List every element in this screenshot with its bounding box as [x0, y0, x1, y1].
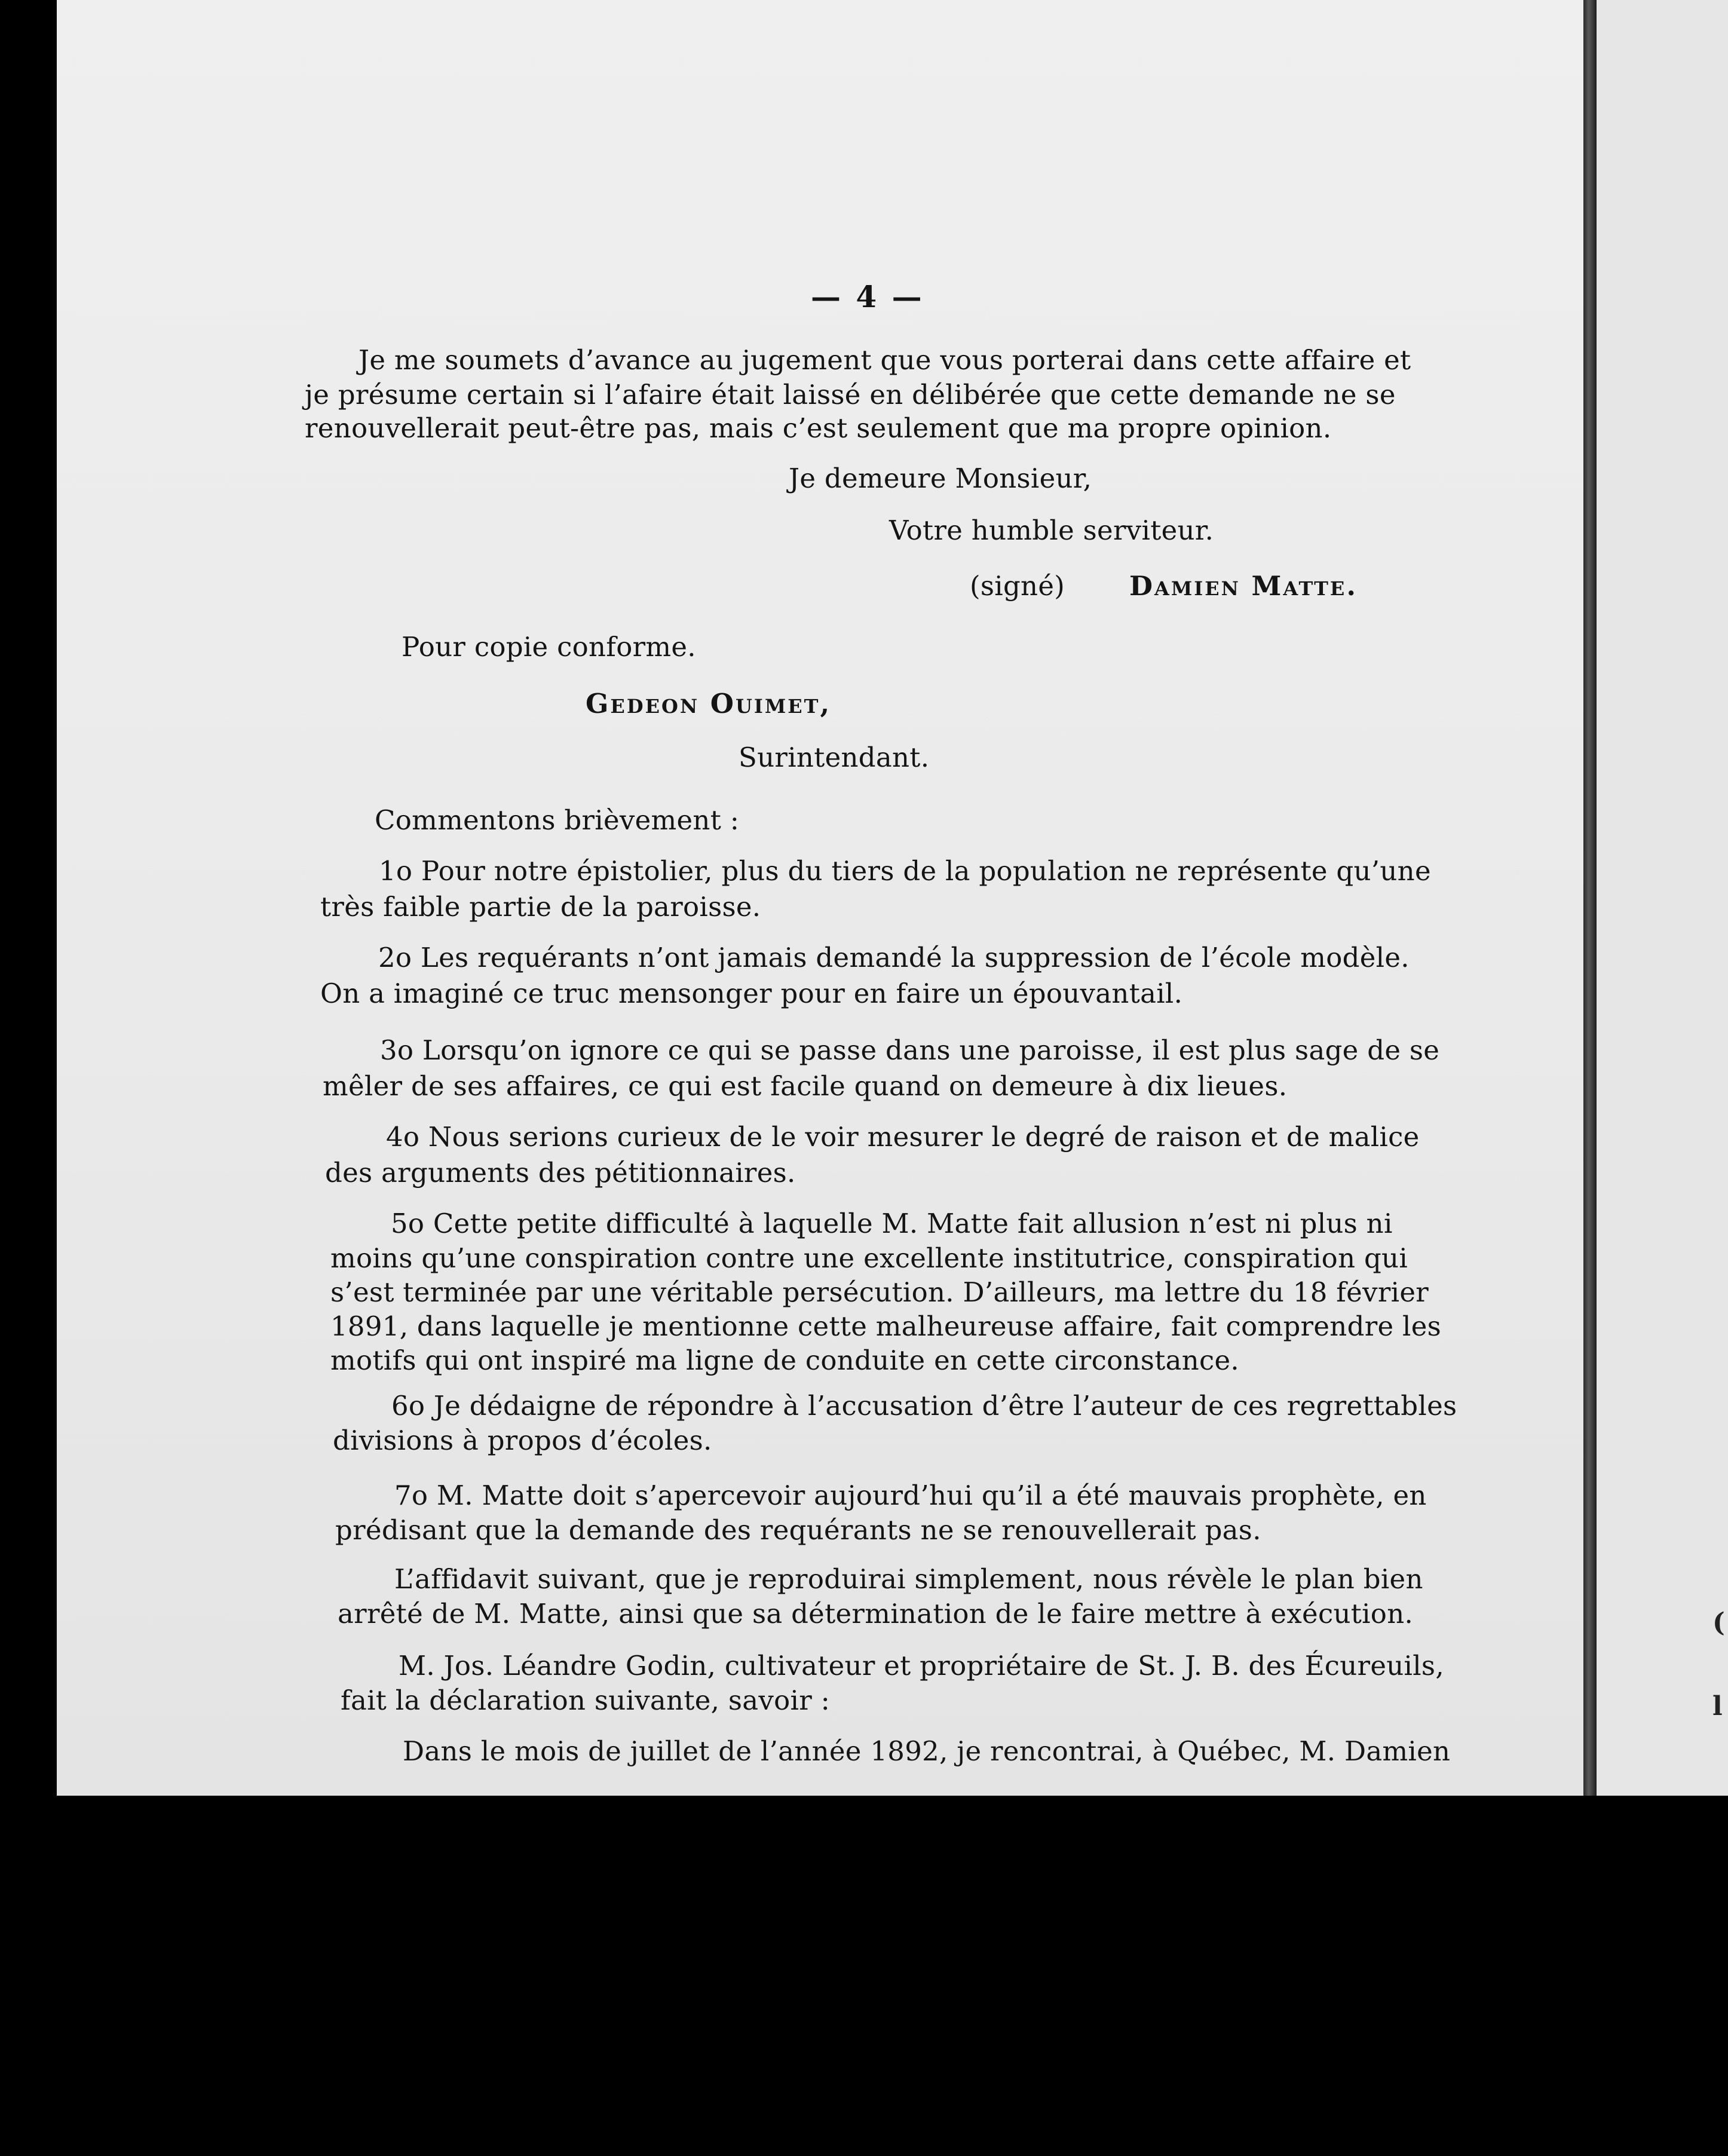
text-line: divisions à propos d’écoles. — [333, 1425, 712, 1456]
text-line: mêler de ses affaires, ce qui est facile quand on demeure à dix lieues. — [323, 1070, 1288, 1102]
facing-page-edge: ( l — [1597, 0, 1728, 1796]
text-line: 3o Lorsqu’on ignore ce qui se passe dans une paroisse, il est plus sage de se — [380, 1034, 1440, 1066]
text-line: prédisant que la demande des requérants ne se renouvellerait pas. — [335, 1514, 1261, 1546]
text-line: 4o Nous serions curieux de le voir mesurer le degré de raison et de malice — [386, 1121, 1420, 1153]
certifier-title: Surintendant. — [739, 742, 930, 773]
declaration-start: Dans le mois de juillet de l’année 1892, je rencontrai, à Québec, M. Damien — [403, 1735, 1451, 1767]
text-line: s’est terminée par une véritable persécution. D’ailleurs, ma lettre du 18 février — [330, 1276, 1429, 1308]
servant-line: Votre humble serviteur. — [889, 514, 1214, 546]
signer-name: Damien Matte. — [1129, 570, 1358, 602]
text-line: On a imaginé ce truc mensonger pour en faire un épouvantail. — [320, 978, 1183, 1009]
copy-note: Pour copie conforme. — [402, 631, 696, 663]
text-line: 1o Pour notre épistolier, plus du tiers de la population ne représente qu’une — [379, 855, 1431, 887]
page-number: — 4 — — [811, 279, 924, 314]
salutation: Je demeure Monsieur, — [789, 463, 1092, 494]
text-line: Je me soumets d’avance au jugement que vous porterai dans cette affaire et — [359, 344, 1411, 376]
text-line: L’affidavit suivant, que je reproduirai simplement, nous révèle le plan bien — [394, 1563, 1423, 1595]
text-line: fait la déclaration suivante, savoir : — [341, 1685, 831, 1716]
text-line: 1891, dans laquelle je mentionne cette malheureuse affaire, fait comprendre les — [330, 1310, 1442, 1342]
text-line: M. Jos. Léandre Godin, cultivateur et propriétaire de St. J. B. des Écureuils, — [399, 1650, 1444, 1682]
commentary-intro: Commentons brièvement : — [375, 804, 740, 836]
text-line: 2o Les requérants n’ont jamais demandé la suppression de l’école modèle. — [378, 942, 1410, 973]
text-line: arrêté de M. Matte, ainsi que sa détermination de le faire mettre à exécution. — [338, 1598, 1414, 1630]
text-line: motifs qui ont inspiré ma ligne de conduite en cette circonstance. — [330, 1345, 1240, 1376]
text-line: des arguments des pétitionnaires. — [325, 1157, 796, 1189]
text-line: moins qu’une conspiration contre une excellente institutrice, conspiration qui — [330, 1242, 1408, 1274]
text-line: je présume certain si l’afaire était laissé en délibérée que cette demande ne se — [305, 379, 1396, 411]
text-line: renouvellerait peut-être pas, mais c’est seulement que ma propre opinion. — [305, 412, 1332, 444]
certifier-name: Gedeon Ouimet, — [586, 688, 832, 719]
signed-label: (signé) — [970, 570, 1065, 602]
text-line: 5o Cette petite difficulté à laquelle M. Matte fait allusion n’est ni plus ni — [391, 1208, 1393, 1239]
text-line: 6o Je dédaigne de répondre à l’accusation d’être l’auteur de ces regrettables — [391, 1390, 1457, 1422]
text-line: très faible partie de la paroisse. — [320, 891, 761, 923]
text-line: 7o M. Matte doit s’apercevoir aujourd’hui qu’il a été mauvais prophète, en — [394, 1480, 1427, 1511]
